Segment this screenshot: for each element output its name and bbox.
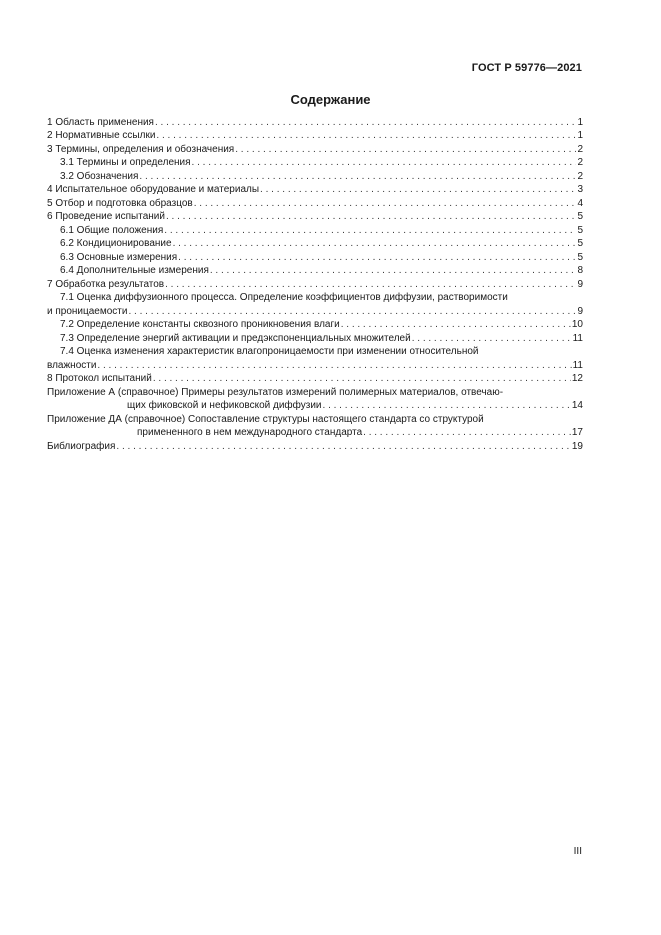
- toc-entry-label: 8 Протокол испытаний: [47, 373, 152, 384]
- toc-entry[interactable]: [47, 250, 583, 264]
- toc-entry[interactable]: [47, 426, 583, 440]
- toc-entry[interactable]: [47, 129, 583, 143]
- toc-entry-label: 3.2 Обозначения: [60, 170, 139, 182]
- toc-entry-label: 1 Область применения: [47, 116, 154, 128]
- table-of-contents: [47, 115, 583, 453]
- toc-leader: [192, 157, 577, 169]
- toc-leader: [165, 279, 576, 291]
- toc-leader: [97, 360, 571, 372]
- toc-entry-page: 19: [571, 440, 583, 452]
- toc-leader: [323, 400, 571, 412]
- toc-entry-page: 5: [577, 224, 583, 236]
- toc-entry[interactable]: [47, 277, 583, 291]
- toc-entry-page: 2: [577, 170, 583, 182]
- toc-entry-label: 6 Проведение испытаний: [47, 211, 165, 222]
- toc-entry[interactable]: [47, 115, 583, 129]
- toc-entry-label: 3.1 Термины и определения: [60, 157, 191, 168]
- toc-entry-page: 5: [577, 251, 583, 263]
- toc-leader: [178, 252, 576, 264]
- toc-entry-page: 1: [577, 116, 583, 128]
- toc-entry-label: Библиография: [47, 440, 116, 452]
- toc-leader: [139, 171, 576, 183]
- toc-leader: [128, 306, 576, 318]
- toc-entry-first-line[interactable]: 7.1 Оценка диффузионного процесса. Определение коэффициентов диффузии, растворимости: [60, 292, 508, 303]
- toc-entry[interactable]: [47, 399, 583, 413]
- toc-entry[interactable]: [47, 264, 583, 278]
- toc-entry[interactable]: [47, 142, 583, 156]
- toc-entry[interactable]: [47, 237, 583, 251]
- toc-entry[interactable]: [47, 304, 583, 318]
- toc-entry-page: 11: [572, 359, 583, 371]
- toc-entry-label: 6.2 Кондиционирование: [60, 238, 172, 249]
- toc-entry-page: 8: [577, 265, 583, 276]
- toc-leader: [363, 427, 571, 439]
- toc-entry-label: 7.2 Определение константы сквозного проникновения влаги: [60, 319, 340, 330]
- toc-entry-label: 5 Отбор и подготовка образцов: [47, 197, 193, 209]
- toc-entry-page: 1: [577, 130, 583, 141]
- toc-entry-first-line[interactable]: 7.4 Оценка изменения характеристик влагопроницаемости при изменении относительной: [60, 346, 479, 357]
- toc-entry-label: 3 Термины, определения и обозначения: [47, 143, 235, 155]
- toc-leader: [116, 441, 570, 453]
- toc-entry[interactable]: [47, 331, 583, 345]
- toc-entry-page: 12: [571, 373, 583, 384]
- toc-leader: [156, 130, 576, 142]
- toc-entry-page: 5: [577, 238, 583, 249]
- toc-entry[interactable]: [47, 358, 583, 372]
- toc-entry[interactable]: [47, 439, 583, 453]
- toc-entry-label: щих фиковской и нефиковской диффузии: [127, 400, 322, 411]
- toc-entry-first-line[interactable]: Приложение А (справочное) Примеры результатов измерений полимерных материалов, отвечаю-: [47, 386, 504, 398]
- toc-entry-label: 6.4 Дополнительные измерения: [60, 265, 209, 276]
- toc-leader: [173, 238, 577, 250]
- toc-entry[interactable]: [47, 372, 583, 386]
- toc-entry-page: 3: [577, 184, 583, 195]
- toc-entry-label: 7.3 Определение энергий активации и предэкспоненциальных множителей: [60, 332, 411, 344]
- toc-entry-page: 9: [577, 278, 583, 290]
- toc-entry-page: 2: [577, 143, 583, 155]
- toc-entry-page: 14: [571, 400, 583, 411]
- toc-leader: [341, 319, 571, 331]
- toc-entry[interactable]: [47, 156, 583, 170]
- toc-entry-label: 6.3 Основные измерения: [60, 251, 178, 263]
- toc-entry-label: примененного в нем международного стандарта: [137, 427, 363, 438]
- toc-leader: [153, 373, 571, 385]
- toc-leader: [155, 117, 576, 129]
- toc-entry-label: 6.1 Общие положения: [60, 224, 164, 236]
- toc-entry[interactable]: [47, 196, 583, 210]
- page-number: III: [573, 846, 582, 857]
- toc-entry[interactable]: [47, 169, 583, 183]
- toc-leader: [166, 211, 576, 223]
- toc-entry[interactable]: [47, 318, 583, 332]
- toc-title: Содержание: [290, 92, 371, 107]
- toc-leader: [235, 144, 576, 156]
- toc-entry[interactable]: [47, 210, 583, 224]
- toc-entry-label: 7 Обработка результатов: [47, 278, 165, 290]
- toc-entry-page: 5: [577, 211, 583, 222]
- toc-leader: [412, 333, 572, 345]
- toc-entry-label: и проницаемости: [47, 305, 128, 317]
- toc-entry-page: 17: [571, 427, 583, 438]
- toc-entry-first-line[interactable]: Приложение ДА (справочное) Сопоставление структуры настоящего стандарта со структурой: [47, 413, 484, 425]
- toc-entry-page: 10: [571, 319, 583, 330]
- standard-designation: ГОСТ Р 59776—2021: [471, 62, 582, 74]
- toc-entry-page: 11: [572, 332, 583, 344]
- toc-entry[interactable]: [47, 223, 583, 237]
- toc-leader: [260, 184, 576, 196]
- toc-leader: [210, 265, 577, 277]
- toc-entry-label: влажности: [47, 359, 97, 371]
- toc-entry-page: 9: [577, 305, 583, 317]
- toc-leader: [164, 225, 576, 237]
- toc-leader: [194, 198, 577, 210]
- toc-entry-page: 2: [577, 157, 583, 168]
- toc-entry-label: 4 Испытательное оборудование и материалы: [47, 184, 260, 195]
- toc-entry-label: 2 Нормативные ссылки: [47, 130, 156, 141]
- toc-entry[interactable]: [47, 183, 583, 197]
- toc-entry-page: 4: [577, 197, 583, 209]
